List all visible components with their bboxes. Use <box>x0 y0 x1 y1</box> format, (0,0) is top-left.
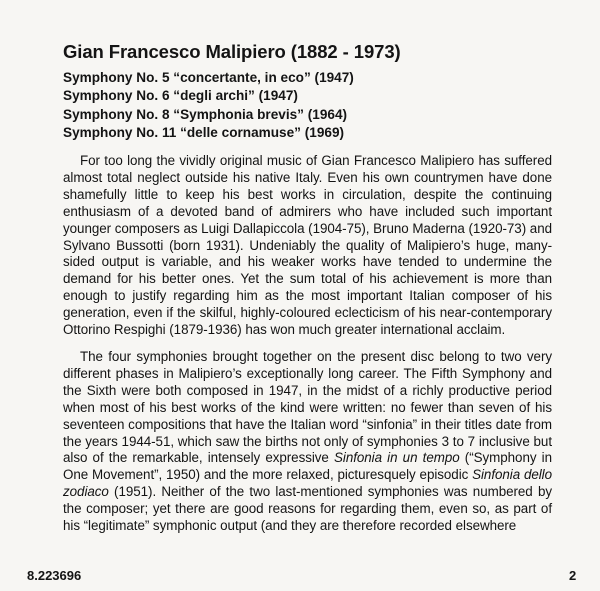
symphony-list-item: Symphony No. 5 “concertante, in eco” (1947) <box>63 70 354 85</box>
page-number: 2 <box>569 568 577 583</box>
body-text <box>63 153 552 545</box>
page-title: Gian Francesco Malipiero (1882 - 1973) <box>63 41 401 62</box>
symphony-list-item: Symphony No. 6 “degli archi” (1947) <box>63 88 298 104</box>
symphony-list <box>63 69 354 143</box>
paragraph-symphonies <box>63 349 552 535</box>
symphony-list-item: Symphony No. 8 “Symphonia brevis” (1964) <box>63 106 348 122</box>
paragraph-text: (“Symphony in One Movement”, 1950) and the more relaxed, picturesquely episodic <box>63 450 552 483</box>
work-title-italic: Sinfonia dello zodiaco <box>63 467 552 500</box>
work-title-italic: Sinfonia in un tempo <box>334 450 460 466</box>
paragraph-text: (1951). Neither of the two last-mentioned symphonies was numbered by the composer; yet there are good reasons for regarding them, even so, as part of his “legitimate” symphonic output (and they are therefore recorded elsewhere <box>63 484 552 534</box>
paragraph-intro: For too long the vividly original music of Gian Francesco Malipiero has suffered almost total neglect outside his native Italy. Even his own countrymen have done shamefully little to keep his best works in circulation, despite the continuing enthusiasm of a devoted band of admirers who have included such important younger composers as Luigi Dallapiccola (1904-75), Bruno Maderna (1920-73) and Sylvano Bussotti (born 1931). Undeniably the quality of Malipiero’s huge, many-sided output is variable, and his weaker works have tended to undermine the demand for his better ones. Yet the sum total of his achievement is more than enough to justify regarding him as the most important Italian composer of his generation, even if the skilful, highly-coloured eclecticism of his near-contemporary Ottorino Respighi (1879-1936) has won much greater international acclaim. <box>63 153 552 338</box>
symphony-list-item: Symphony No. 11 “delle cornamuse” (1969) <box>63 125 345 141</box>
paragraph-text: The four symphonies brought together on the present disc belong to two very different phases in Malipiero’s exceptionally long career. The Fifth Symphony and the Sixth were both composed in 1947, in the midst of a richly productive period when most of his best works of the kind were written: no fewer than seven of his seventeen compositions that have the Italian word “sinfonia” in their titles date from the years 1944-51, which saw the births not only of symphonies 3 to 7 inclusive but also of the remarkable, intensely expressive <box>63 348 552 466</box>
catalog-number: 8.223696 <box>27 568 82 583</box>
